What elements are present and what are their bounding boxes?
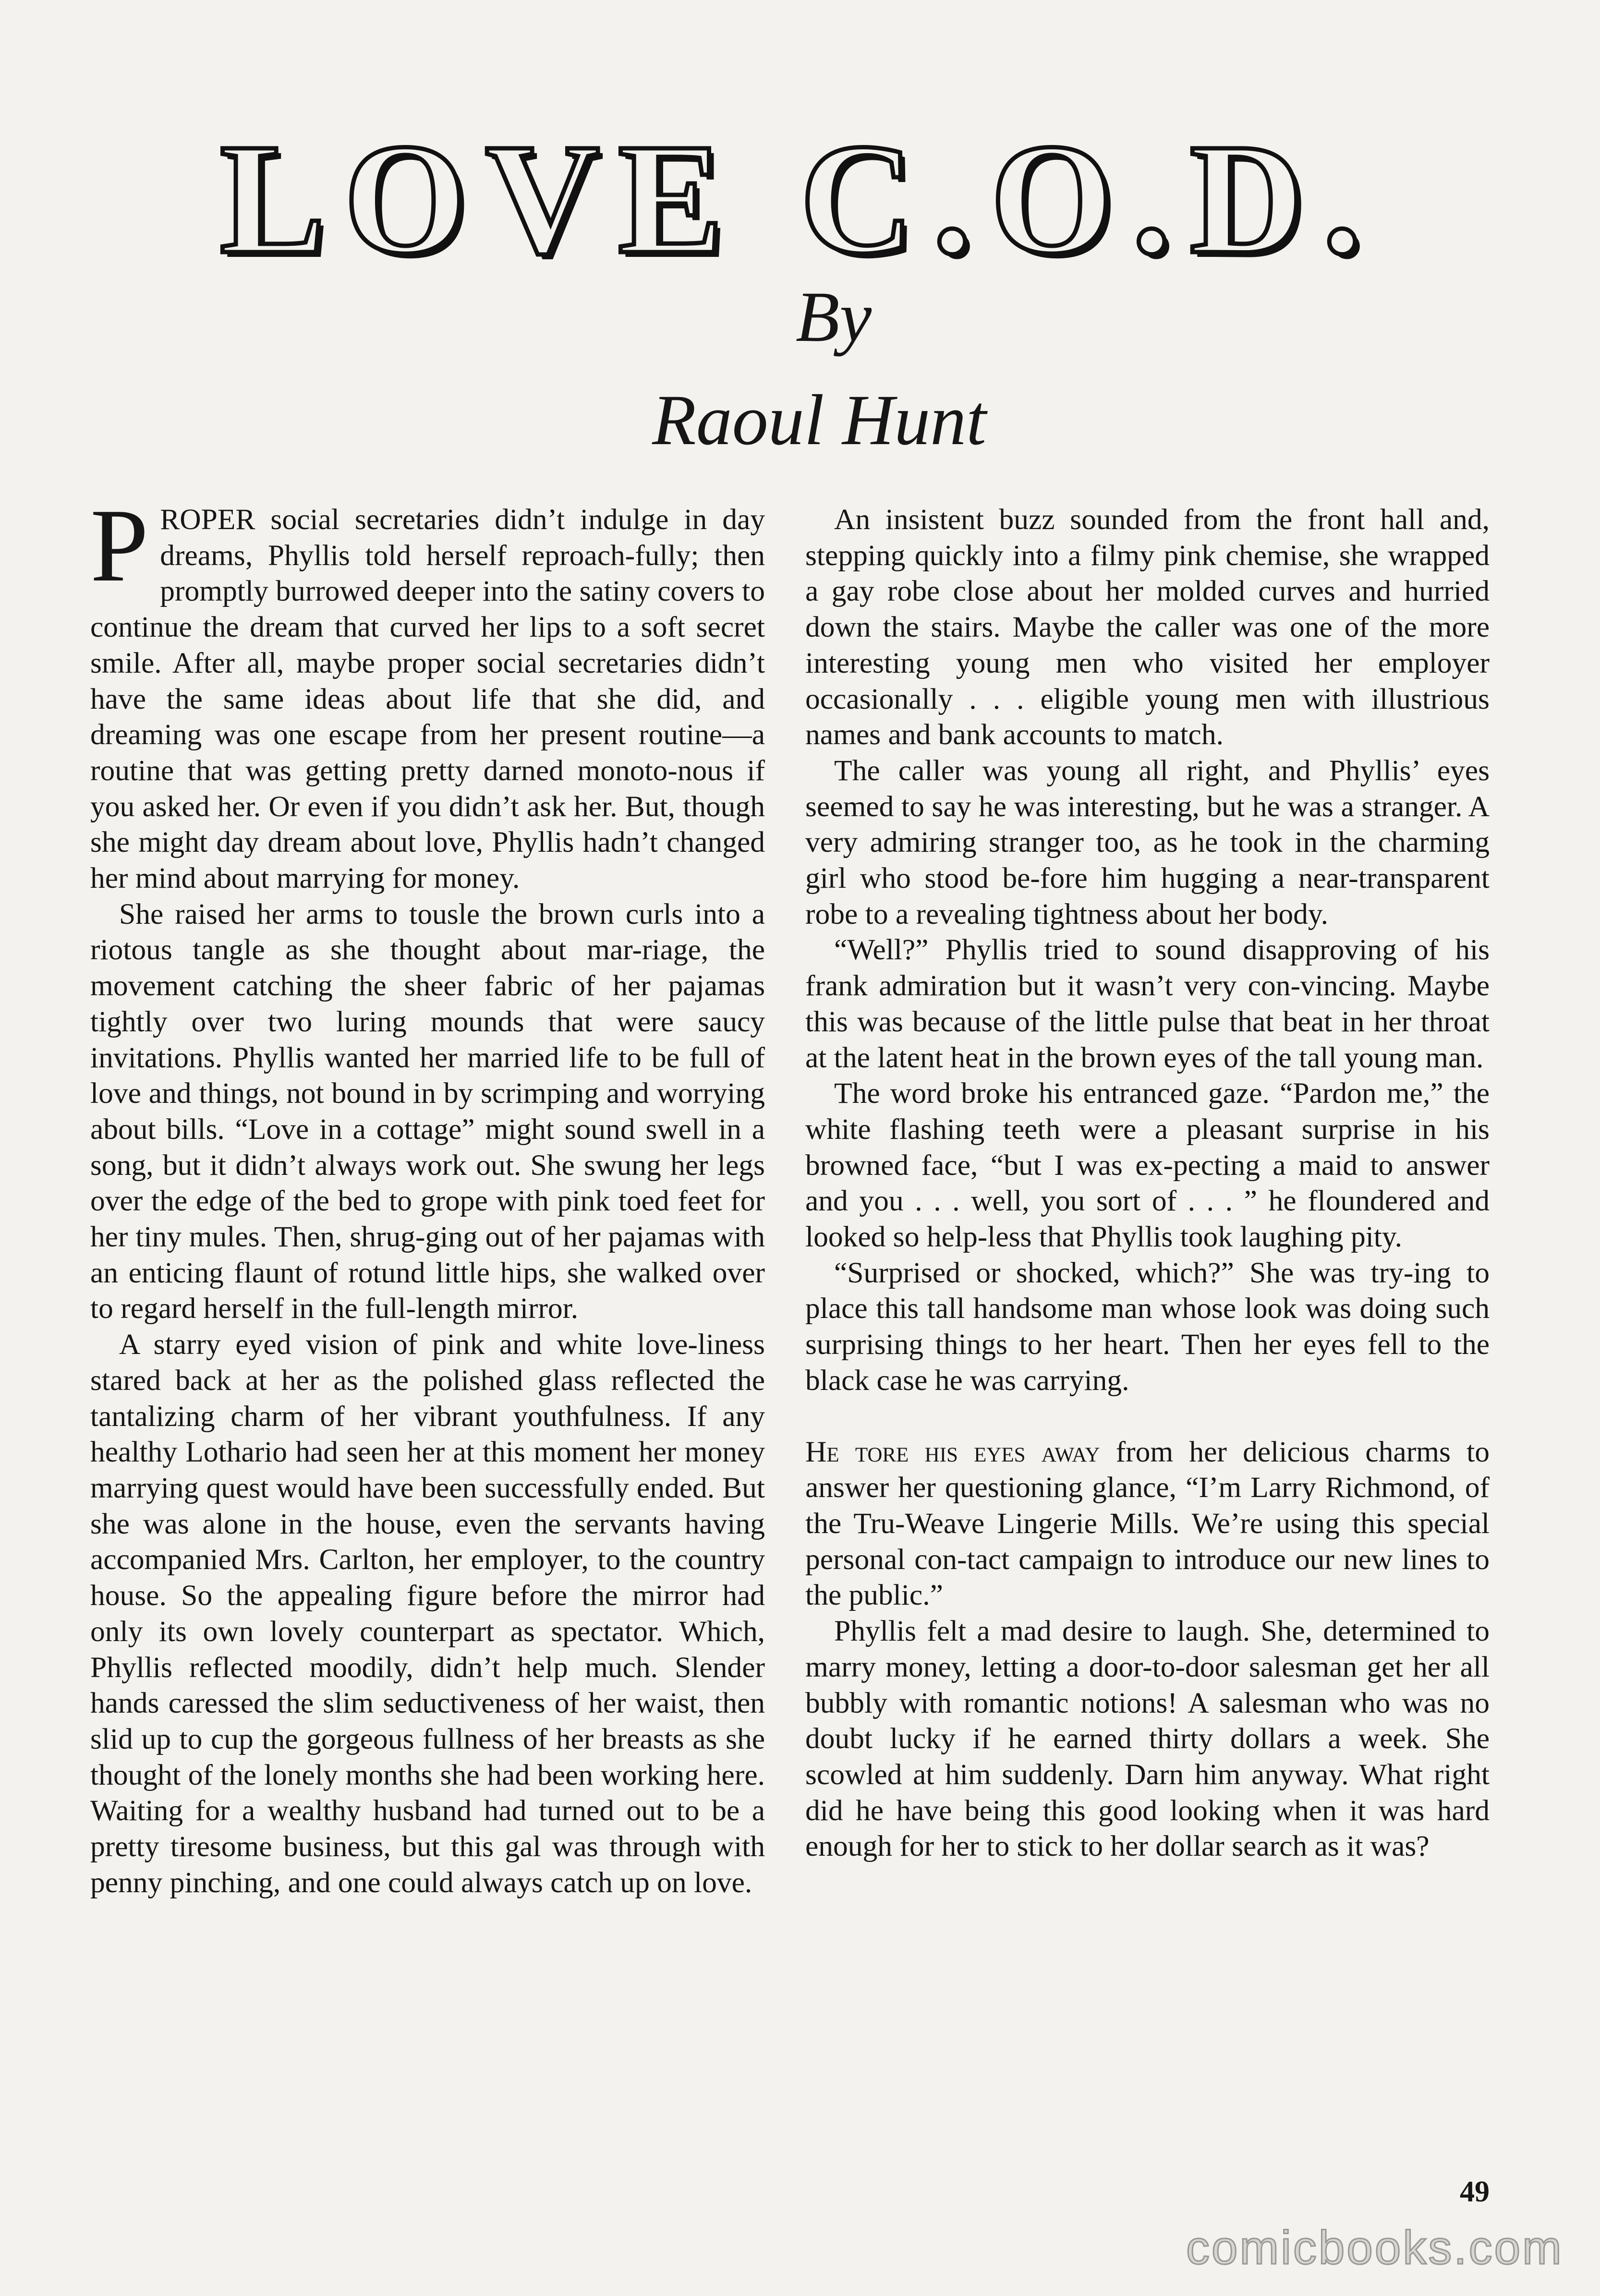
paragraph — [90, 488, 765, 896]
paragraph: The word broke his entranced gaze. “Pardon me,” the white flashing teeth were a pleasant surprise in his browned face, “but I was ex-pecting a maid to answer and you . . . well, you sort of . . . ” he floundered and looked so help-less that Phyllis took laughing pity. — [805, 1077, 1490, 1254]
drop-cap: P — [90, 488, 149, 604]
paragraph: The caller was young all right, and Phyllis’ eyes seemed to say he was interesting, but he was a stranger. A very admiring stranger too, as he took in the charming girl who stood be-fore him hugging a near-transparent robe to a revealing tightness about her body. — [805, 754, 1490, 930]
paragraph-text: from her delicious charms to answer her questioning glance, “I’m Larry Richmond, of the Tru-Weave Lingerie Mills. We’re using this special personal con-tact campaign to introduce our new lines to the public.” — [805, 1435, 1490, 1612]
paragraph — [805, 1434, 1490, 1614]
right-column — [805, 502, 1490, 1864]
left-column — [90, 488, 765, 1900]
author-name: Raoul Hunt — [652, 380, 986, 460]
paragraph: An insistent buzz sounded from the front hall and, stepping quickly into a filmy pink chemise, she wrapped a gay robe close about her molded curves and hurried down the stairs. Maybe the caller was one of the more interesting young men who visited her employer occasionally . . . eligible young men with illustrious names and bank accounts to match. — [805, 503, 1490, 751]
paragraph: A starry eyed vision of pink and white love-liness stared back at her as the polished glass reflected the tantalizing charm of her vibrant youthfulness. If any healthy Lothario had seen her at this moment her money marrying quest would have been successfully ended. But she was alone in the house, even the servants having accompanied Mrs. Carlton, her employer, to the country house. So the appealing figure before the mirror had only its own lovely counterpart as spectator. Which, Phyllis reflected moodily, didn’t help much. Slender hands caressed the slim seductiveness of her waist, then slid up to cup the gorgeous fullness of her breasts as she thought of the lonely months she had been working here. Waiting for a wealthy husband had turned out to be a pretty tiresome business, but this gal was through with penny pinching, and one could always catch up on love. — [90, 1328, 765, 1899]
page-number: 49 — [1460, 2175, 1490, 2208]
byline: By — [795, 277, 872, 357]
paragraph: “Surprised or shocked, which?” She was try-ing to place this tall handsome man whose look was doing such surprising things to her heart. Then her eyes fell to the black case he was carrying. — [805, 1256, 1490, 1397]
section-lead-in: He tore his eyes away — [805, 1435, 1100, 1468]
paragraph-text: social secretaries didn’t indulge in day dreams, Phyllis told herself reproach-fully; then promptly burrowed deeper into the satiny covers to continue the dream that curved her lips to a soft secret smile. After all, maybe proper social secretaries didn’t have the same ideas about life that she did, and dreaming was one escape from her present routine—a routine that was getting pretty darned monoto-nous if you asked her. Or even if you didn’t ask her. But, though she might day dream about love, Phyllis hadn’t changed her mind about marrying for money. — [90, 503, 765, 895]
paragraph: “Well?” Phyllis tried to sound disapproving of his frank admiration but it wasn’t very con-vincing. Maybe this was because of the little pulse that beat in her throat at the latent heat in the brown eyes of the tall young man. — [805, 933, 1490, 1074]
lead-in: ROPER — [160, 503, 255, 536]
paragraph: She raised her arms to tousle the brown curls into a riotous tangle as she thought about mar-riage, the movement catching the sheer fabric of her pajamas tightly over two luring mounds that were saucy invitations. Phyllis wanted her married life to be full of love and things, not bound in by scrimping and worrying about bills. “Love in a cottage” might sound swell in a song, but it didn’t always work out. She swung her legs over the edge of the bed to grope with pink toed feet for her tiny mules. Then, shrug-ging out of her pajamas with an enticing flaunt of rotund little hips, she walked over to regard herself in the full-length mirror. — [90, 897, 765, 1325]
watermark: comicbooks.com — [1186, 2221, 1564, 2274]
paragraph: Phyllis felt a mad desire to laugh. She, determined to marry money, letting a door-to-door salesman get her all bubbly with romantic notions! A salesman who was no doubt lucky if he earned thirty dollars a week. She scowled at him suddenly. Darn him anyway. What right did he have being this good looking when it was hard enough for her to stick to her dollar search as it was? — [805, 1615, 1490, 1863]
article-title: LOVE C.O.D. — [219, 111, 1381, 287]
